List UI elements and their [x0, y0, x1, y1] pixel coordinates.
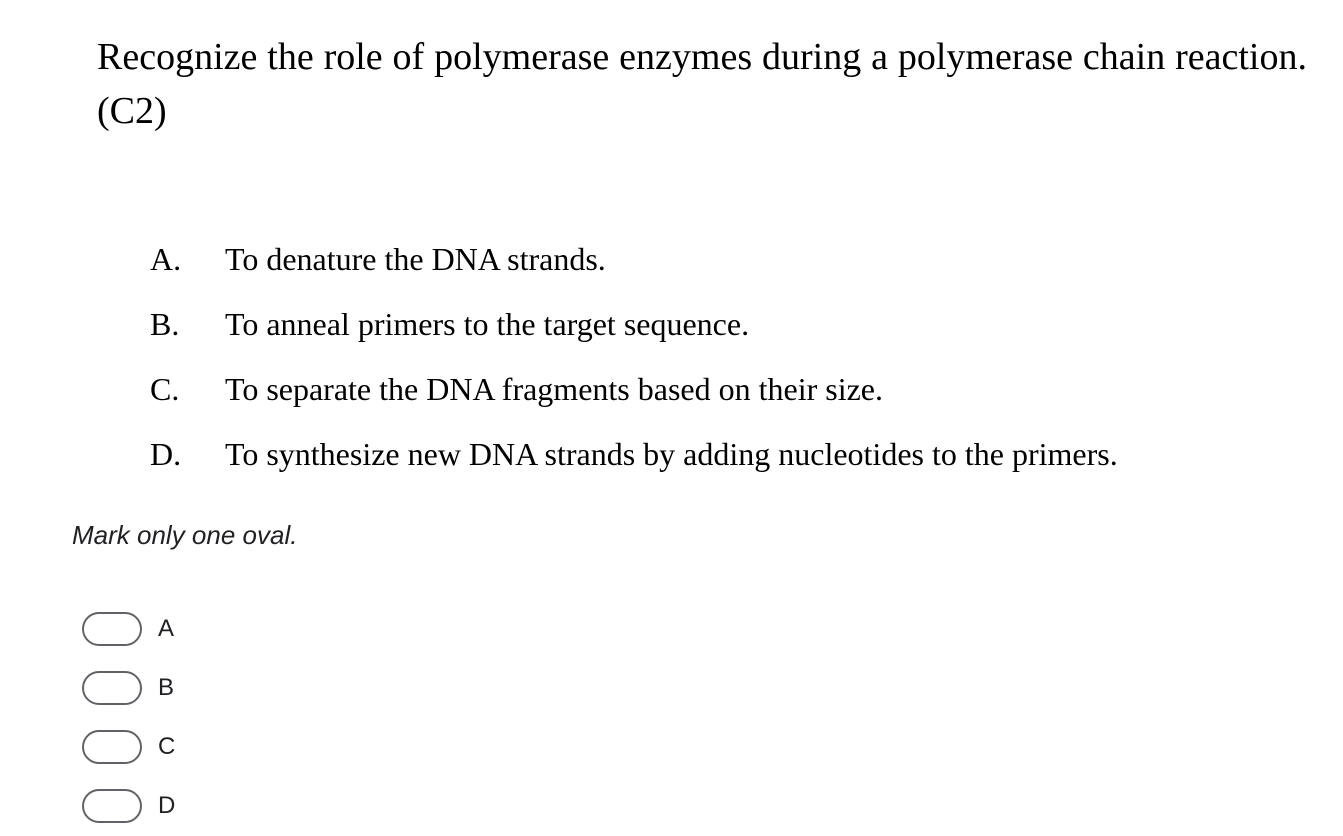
radio-choice-a[interactable]	[82, 599, 175, 659]
radio-choice-b[interactable]	[82, 658, 175, 718]
question-text: Recognize the role of polymerase enzymes during a polymerase chain reaction. (C2)	[97, 36, 1307, 132]
radio-choice-group	[82, 600, 175, 836]
radio-choice-d[interactable]	[82, 776, 175, 836]
radio-oval-icon[interactable]	[82, 789, 142, 823]
option-text: To synthesize new DNA strands by adding nucleotides to the primers.	[225, 436, 1118, 472]
option-letter: A.	[150, 241, 182, 277]
option-letter: B.	[150, 306, 180, 342]
option-text: To separate the DNA fragments based on their size.	[225, 371, 883, 407]
option-letter: D.	[150, 436, 182, 472]
option-item-c	[150, 360, 1118, 425]
radio-choice-label[interactable]: B	[158, 674, 175, 701]
radio-oval-icon[interactable]	[82, 671, 142, 705]
option-text: To denature the DNA strands.	[225, 241, 606, 277]
radio-choice-label[interactable]: D	[158, 792, 176, 819]
option-item-a	[150, 230, 1118, 295]
instruction-text: Mark only one oval.	[72, 520, 298, 550]
radio-choice-c[interactable]	[82, 717, 175, 777]
radio-oval-icon[interactable]	[82, 730, 142, 764]
option-item-b	[150, 295, 1118, 360]
option-letter: C.	[150, 371, 180, 407]
radio-oval-icon[interactable]	[82, 612, 142, 646]
option-item-d	[150, 425, 1118, 490]
radio-choice-label[interactable]: A	[158, 615, 175, 642]
option-text: To anneal primers to the target sequence.	[225, 306, 750, 342]
radio-choice-label[interactable]: C	[158, 733, 176, 760]
answer-options-list	[150, 230, 1118, 490]
